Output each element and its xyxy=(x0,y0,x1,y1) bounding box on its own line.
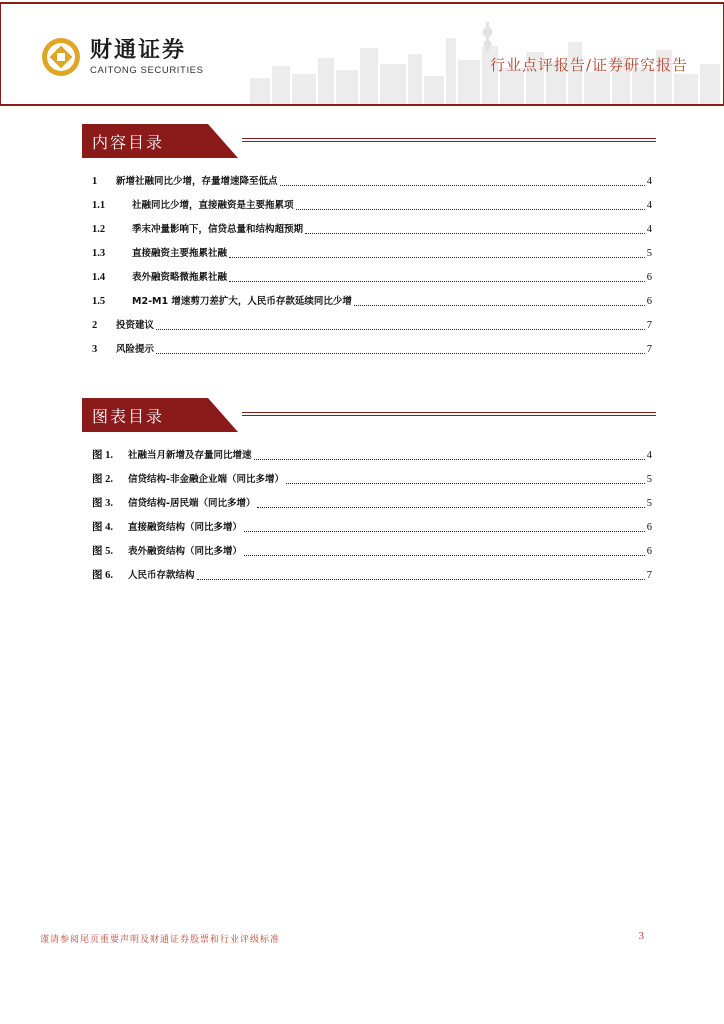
header-bottom-rule xyxy=(0,104,724,106)
figure-entry-number: 图 2. xyxy=(92,474,113,485)
leader-dots xyxy=(257,507,644,508)
toc-entry-title: 新增社融同比少增，存量增速降至低点 xyxy=(116,176,278,187)
section-rule xyxy=(242,412,656,413)
disclaimer-note: 谨请参阅尾页重要声明及财通证券股票和行业评级标准 xyxy=(40,935,281,945)
figure-entry-number: 图 1. xyxy=(92,450,113,461)
toc-entry-number: 2 xyxy=(92,320,98,331)
figure-entry-page: 6 xyxy=(646,546,652,557)
figure-entry-number: 图 5. xyxy=(92,546,113,557)
toc-entry-page: 4 xyxy=(646,200,652,211)
logo-english-name: CAITONG SECURITIES xyxy=(90,64,204,76)
figure-entry-page: 5 xyxy=(646,474,652,485)
leader-dots xyxy=(286,483,645,484)
figure-entry-page: 6 xyxy=(646,522,652,533)
toc-entry-number: 1.2 xyxy=(92,224,106,235)
toc-entry-number: 3 xyxy=(92,344,98,355)
leader-dots xyxy=(156,353,645,354)
toc-entry[interactable] xyxy=(92,244,652,260)
toc-entry-number: 1.4 xyxy=(92,272,106,283)
toc-entry[interactable] xyxy=(92,340,652,356)
toc-entry-page: 4 xyxy=(646,176,652,187)
toc-entry-title: 直接融资主要拖累社融 xyxy=(132,248,228,259)
leader-dots xyxy=(296,209,645,210)
leader-dots xyxy=(229,257,645,258)
leader-dots xyxy=(254,459,645,460)
contents-title: 内容目录 xyxy=(92,133,165,152)
figure-entry[interactable] xyxy=(92,542,652,558)
figures-title: 图表目录 xyxy=(92,407,165,426)
leader-dots xyxy=(229,281,645,282)
toc-entry-title: 季末冲量影响下，信贷总量和结构超预期 xyxy=(132,224,304,235)
toc-entry-number: 1.5 xyxy=(92,296,106,307)
toc-entry-title: 风险提示 xyxy=(116,344,155,355)
page-number: 3 xyxy=(638,930,644,942)
figure-entry-number: 图 6. xyxy=(92,570,113,581)
figure-entry-title: 社融当月新增及存量同比增速 xyxy=(128,450,252,461)
toc-entry-title: 社融同比少增，直接融资是主要拖累项 xyxy=(132,200,294,211)
figure-entry[interactable] xyxy=(92,470,652,486)
toc-entry-page: 7 xyxy=(646,344,652,355)
figure-entry[interactable] xyxy=(92,494,652,510)
figure-entry-title: 表外融资结构（同比多增） xyxy=(128,546,243,557)
figure-entry[interactable] xyxy=(92,518,652,534)
figure-entry-title: 信贷结构-居民端（同比多增） xyxy=(128,498,256,509)
figure-entry-title: 直接融资结构（同比多增） xyxy=(128,522,243,533)
toc-entry[interactable] xyxy=(92,292,652,308)
leader-dots xyxy=(280,185,645,186)
toc-entry-number: 1 xyxy=(92,176,98,187)
contents-section-header xyxy=(82,124,656,158)
toc-entry[interactable] xyxy=(92,316,652,332)
report-type-label: 行业点评报告/证券研究报告 xyxy=(489,56,688,74)
toc-entry-title: 投资建议 xyxy=(116,320,155,331)
toc-entry-page: 4 xyxy=(646,224,652,235)
toc-entry-page: 6 xyxy=(646,272,652,283)
leader-dots xyxy=(244,531,645,532)
toc-entry[interactable] xyxy=(92,268,652,284)
figure-entry-page: 7 xyxy=(646,570,652,581)
toc-entry[interactable] xyxy=(92,196,652,212)
figure-entry-title: 人民币存款结构 xyxy=(128,570,195,581)
figure-entry[interactable] xyxy=(92,566,652,582)
toc-entry-page: 6 xyxy=(646,296,652,307)
company-logo xyxy=(40,36,204,78)
leader-dots xyxy=(156,329,645,330)
section-rule xyxy=(242,415,656,416)
toc-entry-title: 表外融资略微拖累社融 xyxy=(132,272,228,283)
toc-entry-number: 1.3 xyxy=(92,248,106,259)
leader-dots xyxy=(305,233,645,234)
toc-entry[interactable] xyxy=(92,172,652,188)
header-left-rule xyxy=(0,2,1,106)
section-rule xyxy=(242,138,656,139)
header-top-rule xyxy=(0,2,724,4)
figures-section-header xyxy=(82,398,656,432)
toc-entry-page: 5 xyxy=(646,248,652,259)
toc-entry-number: 1.1 xyxy=(92,200,106,211)
figure-entry[interactable] xyxy=(92,446,652,462)
figure-entry-number: 图 3. xyxy=(92,498,113,509)
section-rule xyxy=(242,141,656,142)
toc-entry-page: 7 xyxy=(646,320,652,331)
figure-entry-title: 信贷结构-非金融企业端（同比多增） xyxy=(128,474,284,485)
figure-entry-page: 5 xyxy=(646,498,652,509)
figure-entry-page: 4 xyxy=(646,450,652,461)
leader-dots xyxy=(197,579,645,580)
toc-entry[interactable] xyxy=(92,220,652,236)
toc-entry-title: M2-M1 增速剪刀差扩大，人民币存款延续同比少增 xyxy=(132,296,352,307)
caitong-coin-icon xyxy=(40,36,82,78)
figure-entry-number: 图 4. xyxy=(92,522,113,533)
leader-dots xyxy=(354,305,645,306)
logo-chinese-name: 财通证券 xyxy=(90,37,187,63)
leader-dots xyxy=(244,555,645,556)
